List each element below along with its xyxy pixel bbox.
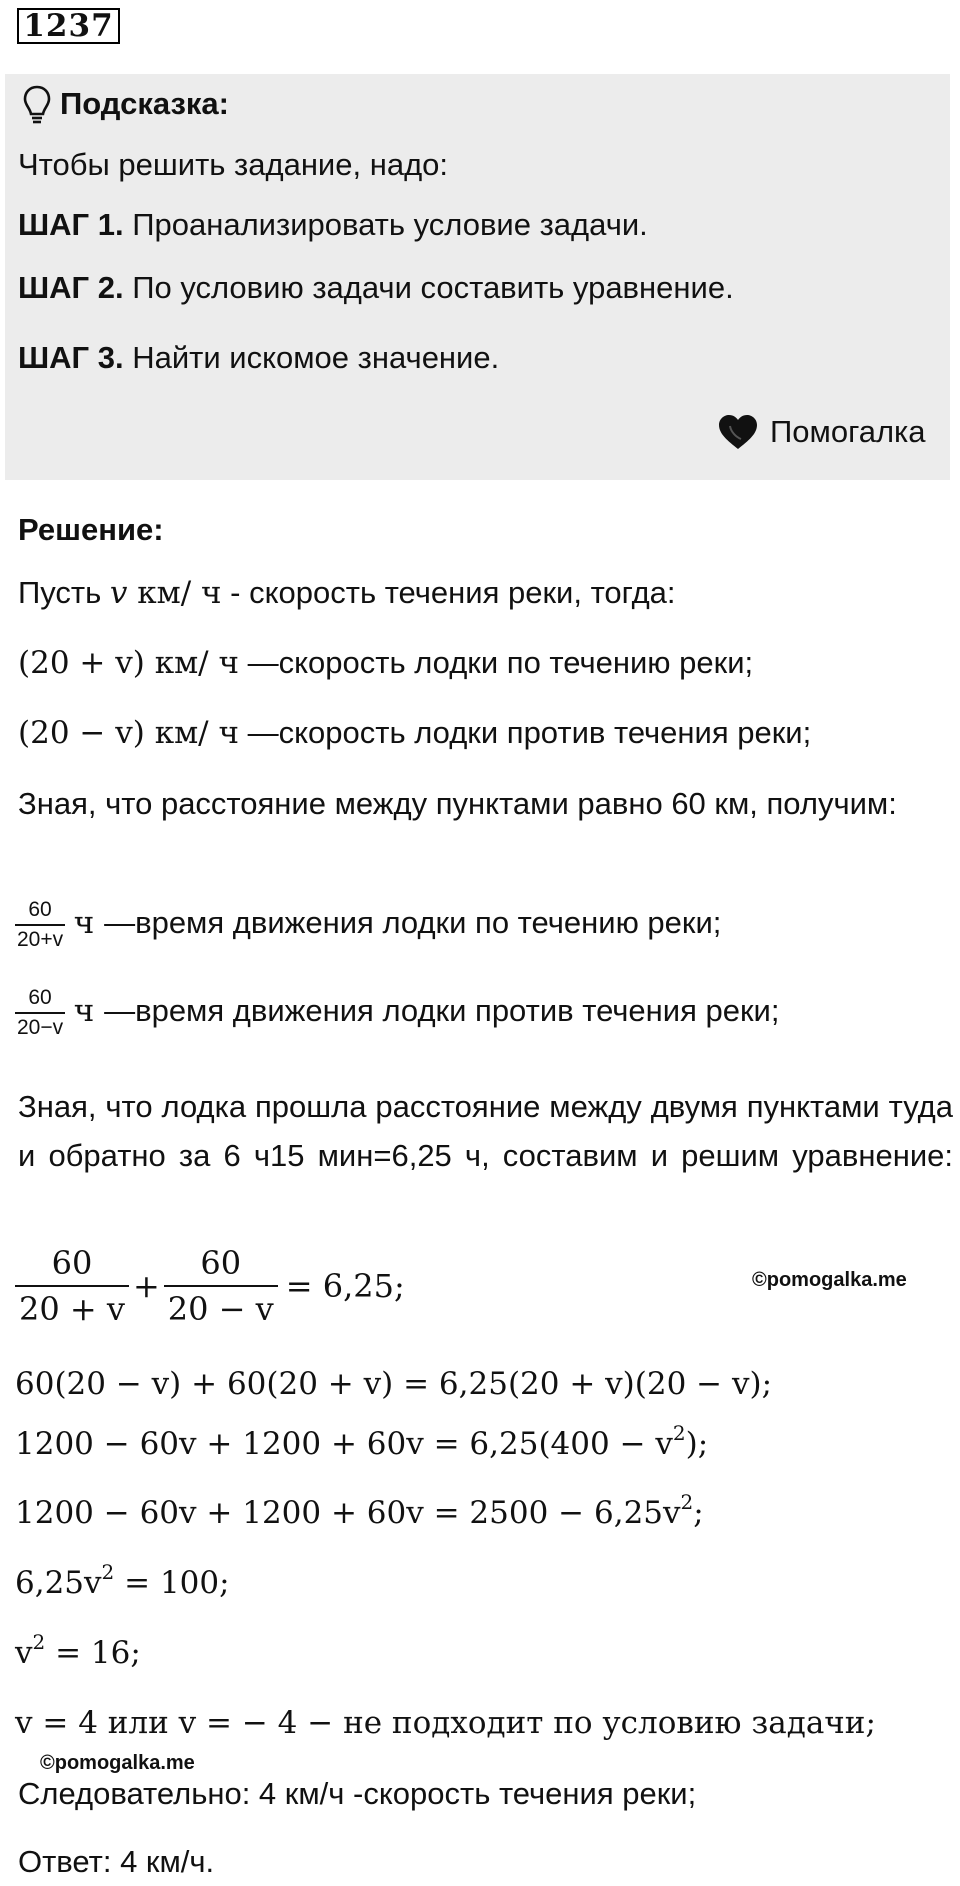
- eq6-exponent: 2: [32, 1630, 46, 1654]
- step-text: Найти искомое значение.: [123, 340, 500, 375]
- fraction-numerator: 60: [15, 1243, 129, 1287]
- hint-title: Подсказка:: [60, 86, 229, 121]
- fraction-denominator: 20 + v: [19, 1290, 125, 1328]
- conclusion-line: Следовательно: 4 км/ч -скорость течения реки;: [18, 1776, 697, 1811]
- var-v: v: [109, 575, 128, 611]
- fraction-numerator: 60: [15, 986, 65, 1014]
- heart-icon: [716, 412, 760, 452]
- equation-4: [15, 1491, 704, 1535]
- solution-title: Решение:: [18, 512, 164, 547]
- time-upstream-fraction: [15, 986, 65, 1040]
- time-upstream-text: —время движения лодки против течения реки;: [104, 993, 780, 1029]
- solution-let-line: [18, 571, 676, 615]
- eq3-exponent: 2: [672, 1421, 686, 1445]
- let-prefix: Пусть: [18, 575, 110, 610]
- downstream-expr: (20 + v): [18, 645, 145, 681]
- eq1-fraction-a: [15, 1243, 129, 1329]
- fraction-denominator: 20+v: [17, 928, 64, 951]
- fraction-denominator: 20−v: [17, 1016, 64, 1039]
- fraction-numerator: 60: [15, 898, 65, 926]
- equation-5: [15, 1561, 230, 1605]
- time-unit: ч: [73, 905, 105, 942]
- eq3-main: 1200 − 60v + 1200 + 60v = 6,25(400 − v: [15, 1426, 673, 1462]
- hint-step-2: [18, 266, 734, 310]
- eq5-b: = 100;: [114, 1565, 230, 1601]
- fraction-denominator: 20 − v: [167, 1290, 274, 1328]
- step-label: ШАГ 2.: [18, 270, 124, 305]
- distance-paragraph: Зная, что расстояние между пунктами равно 60 км, получим:: [18, 786, 897, 821]
- step-text: Проанализировать условие задачи.: [123, 207, 648, 242]
- time-downstream-line: [15, 898, 721, 952]
- hint-intro: Чтобы решить задание, надо:: [18, 147, 449, 182]
- upstream-expr: (20 − v): [18, 715, 145, 751]
- hint-step-1: [18, 203, 648, 247]
- step-label: ШАГ 1.: [18, 207, 124, 242]
- upstream-text: —скорость лодки против течения реки;: [247, 715, 812, 750]
- unit-kmh: км/ ч: [144, 645, 239, 681]
- eq4-main: 1200 − 60v + 1200 + 60v = 2500 − 6,25v: [15, 1495, 681, 1531]
- step-text: По условию задачи составить уравнение.: [123, 270, 734, 305]
- step-label: ШАГ 3.: [18, 340, 124, 375]
- equation-7: v = 4 или v = − 4 − не подходит по условию задачи;: [15, 1705, 876, 1741]
- brand-label: Помогалка: [770, 414, 926, 449]
- fraction-numerator: 60: [164, 1243, 278, 1287]
- upstream-speed-line: [18, 711, 811, 755]
- eq5-a: 6,25v: [15, 1565, 102, 1601]
- time-downstream-fraction: [15, 898, 65, 952]
- equation-2: 60(20 − v) + 60(20 + v) = 6,25(20 + v)(20 − v);: [15, 1366, 773, 1402]
- eq4-end: ;: [693, 1495, 704, 1531]
- let-suffix: - скорость течения реки, тогда:: [221, 575, 676, 610]
- equation-6: [15, 1631, 141, 1675]
- eq6-b: = 16;: [45, 1635, 141, 1671]
- downstream-speed-line: [18, 641, 753, 685]
- unit-kmh: км/ ч: [127, 575, 222, 611]
- eq1-rhs: = 6,25;: [285, 1267, 405, 1305]
- eq5-exponent: 2: [101, 1560, 115, 1584]
- equation-3: [15, 1422, 708, 1466]
- task-number: 1237: [17, 8, 120, 44]
- watermark-mid: ©pomogalka.me: [752, 1269, 907, 1291]
- answer-line: Ответ: 4 км/ч.: [18, 1844, 215, 1879]
- lightbulb-icon: [22, 84, 52, 126]
- watermark-low: ©pomogalka.me: [40, 1752, 195, 1774]
- downstream-text: —скорость лодки по течению реки;: [247, 645, 754, 680]
- time-upstream-line: [15, 986, 779, 1040]
- eq1-fraction-b: [164, 1243, 278, 1329]
- equation-1: [15, 1243, 405, 1329]
- eq3-end: );: [685, 1426, 709, 1462]
- eq4-exponent: 2: [680, 1490, 694, 1514]
- unit-kmh: км/ ч: [144, 715, 239, 751]
- time-downstream-text: —время движения лодки по течению реки;: [104, 905, 722, 941]
- eq1-plus: +: [132, 1267, 160, 1305]
- time-unit: ч: [73, 993, 105, 1030]
- hint-step-3: [18, 336, 499, 380]
- trip-paragraph: Зная, что лодка прошла расстояние между двумя пунктами туда и обратно за 6 ч15 мин=6,25 ч, составим и решим уравнение:: [18, 1089, 953, 1173]
- eq6-a: v: [15, 1635, 33, 1671]
